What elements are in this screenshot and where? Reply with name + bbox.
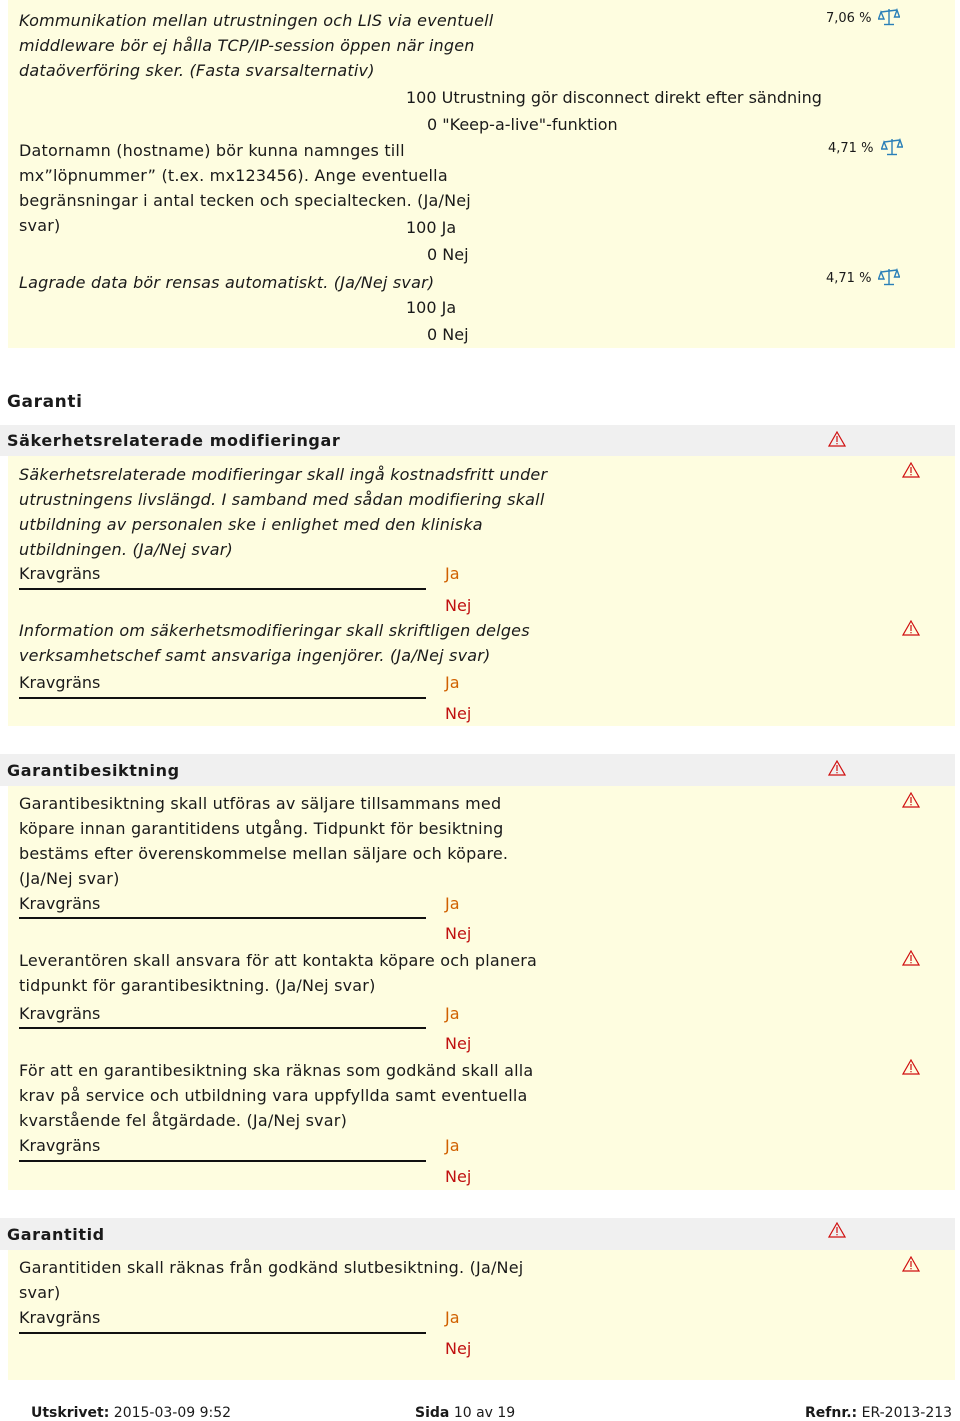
printed-value: 2015-03-09 9:52 — [113, 1405, 232, 1421]
kravgrans-line — [19, 1160, 426, 1162]
warning-icon — [902, 1256, 920, 1272]
scale-icon — [878, 268, 900, 286]
scale-icon — [878, 8, 900, 26]
warning-icon — [902, 950, 920, 966]
warning-icon — [902, 620, 920, 636]
question-text-content: Datornamn (hostname) bör kunna namnges till mx”löpnummer” (t.ex. mx123456). Ange eventuella begränsningar i antal tecken och specialtecken. (Ja/Nej svar) — [19, 141, 471, 235]
answer-nej[interactable]: Nej — [445, 1034, 472, 1053]
answer-nej[interactable]: Nej — [445, 1339, 472, 1358]
section-title: Garantibesiktning — [7, 761, 180, 780]
subsection-header — [0, 425, 955, 456]
printed-label: Utskrivet: — [31, 1405, 110, 1421]
ref-value: ER-2013-213 — [861, 1405, 953, 1421]
garantibesiktning-panel — [8, 786, 955, 1190]
weight-value: 4,71 % — [828, 141, 874, 156]
question-text: För att en garantibesiktning ska räknas som godkänd skall alla krav på service och utbildning vara uppfyllda samt eventuella kvarstående fel åtgärdade. (Ja/Nej svar) — [19, 1061, 534, 1130]
question-text: Information om säkerhetsmodifieringar skall skriftligen delges verksamhetschef samt ansvariga ingenjörer. (Ja/Nej svar) — [19, 621, 530, 665]
answer-ja[interactable]: Ja — [445, 1004, 460, 1023]
page-label: Sida — [415, 1405, 450, 1421]
kravgrans-line — [19, 917, 426, 919]
question-text: Kommunikation mellan utrustningen och LIS via eventuell middleware bör ej hålla TCP/IP-session öppen när ingen dataöverföring sker. (Fasta svarsalternativ) — [19, 11, 494, 80]
kravgrans-label: Kravgräns — [19, 1136, 101, 1155]
kravgrans-label: Kravgräns — [19, 673, 101, 692]
answer-ja[interactable]: Ja — [445, 564, 460, 583]
weight-value: 7,06 % — [826, 11, 872, 26]
kravgrans-line — [19, 1027, 426, 1029]
question-text: Leverantören skall ansvara för att kontakta köpare och planera tidpunkt för garantibesiktning. (Ja/Nej svar) — [19, 951, 538, 995]
answer-nej[interactable]: Nej — [445, 1167, 472, 1186]
warning-icon — [902, 1059, 920, 1075]
kravgrans-line — [19, 588, 426, 590]
scale-icon — [881, 138, 903, 156]
reference-number — [805, 1405, 952, 1421]
section-header — [0, 1218, 955, 1250]
option-label: 100 Ja — [406, 218, 457, 237]
printed-date — [31, 1405, 231, 1421]
subsection-title: Säkerhetsrelaterade modifieringar — [7, 431, 341, 450]
answer-ja[interactable]: Ja — [445, 894, 460, 913]
weighted-questions-panel — [8, 0, 955, 348]
option-label: 100 Ja — [406, 298, 457, 317]
answer-ja[interactable]: Ja — [445, 1136, 460, 1155]
question-text: Lagrade data bör rensas automatiskt. (Ja/Nej svar) — [19, 273, 435, 292]
warning-icon — [828, 760, 846, 776]
question-text: Garantibesiktning skall utföras av säljare tillsammans med köpare innan garantitidens utgång. Tidpunkt för besiktning bestäms efter överenskommelse mellan säljare och köpare. (Ja/Nej svar) — [19, 794, 509, 888]
kravgrans-label: Kravgräns — [19, 1004, 101, 1023]
garantitid-panel — [8, 1250, 955, 1380]
section-header — [0, 754, 955, 786]
answer-nej[interactable]: Nej — [445, 924, 472, 943]
section-title: Garantitid — [7, 1225, 105, 1244]
option-label: 0 "Keep-a-live"-funktion — [427, 115, 618, 134]
page-number — [415, 1405, 515, 1421]
answer-ja[interactable]: Ja — [445, 1308, 460, 1327]
option-label: 0 Nej — [427, 245, 469, 264]
warning-icon — [902, 462, 920, 478]
kravgrans-label: Kravgräns — [19, 1308, 101, 1327]
warning-icon — [828, 431, 846, 447]
answer-ja[interactable]: Ja — [445, 673, 460, 692]
ref-label: Refnr.: — [805, 1405, 858, 1421]
kravgrans-label: Kravgräns — [19, 894, 101, 913]
question-text: Säkerhetsrelaterade modifieringar skall ingå kostnadsfritt under utrustningens livslängd. I samband med sådan modifiering skall utbildning av personalen ske i enlighet med den kliniska utbildningen. (Ja/Nej svar) — [19, 465, 548, 559]
section-title: Garanti — [7, 392, 83, 412]
option-label: 100 Utrustning gör disconnect direkt efter sändning — [406, 88, 822, 107]
answer-nej[interactable]: Nej — [445, 704, 472, 723]
page-value: 10 av 19 — [453, 1405, 516, 1421]
weight-value: 4,71 % — [826, 271, 872, 286]
warning-icon — [902, 792, 920, 808]
garanti-panel — [8, 456, 955, 726]
question-text: Garantitiden skall räknas från godkänd slutbesiktning. (Ja/Nej svar) — [19, 1258, 524, 1302]
kravgrans-line — [19, 1332, 426, 1334]
warning-icon — [828, 1222, 846, 1238]
kravgrans-label: Kravgräns — [19, 564, 101, 583]
kravgrans-line — [19, 697, 426, 699]
answer-nej[interactable]: Nej — [445, 596, 472, 615]
option-label: 0 Nej — [427, 325, 469, 344]
